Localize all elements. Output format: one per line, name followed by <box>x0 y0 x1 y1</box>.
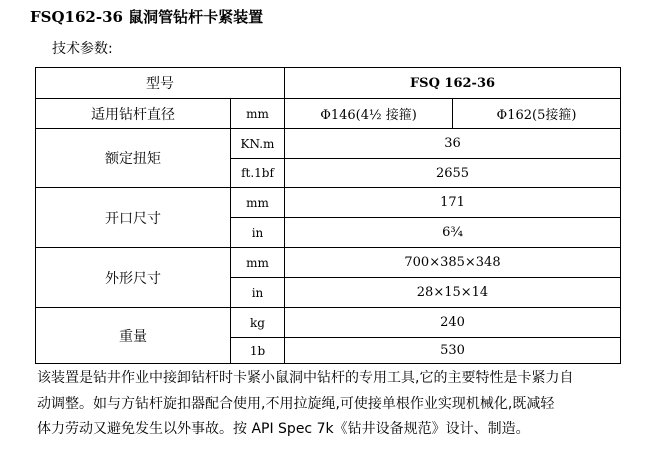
unit-cell: mm <box>231 248 285 278</box>
model-header-label: 型号 <box>36 68 285 99</box>
unit-cell: mm <box>231 99 285 129</box>
value-cell: 700×385×348 <box>285 248 621 278</box>
unit-cell: ft.1bf <box>231 159 285 188</box>
unit-cell: 1b <box>231 338 285 364</box>
section-subtitle: 技术参数: <box>52 41 113 57</box>
unit-cell: KN.m <box>231 129 285 159</box>
value-cell: 240 <box>285 308 621 338</box>
document-title: FSQ162-36 鼠洞管钻杆卡紧装置 <box>30 8 264 26</box>
description-paragraph <box>37 366 625 443</box>
description-line: 体力劳动又避免发生以外事故。按 API Spec 7k《钻井设备规范》设计、制造。 <box>37 421 530 437</box>
value-cell: 36 <box>285 129 621 159</box>
row-name-weight: 重量 <box>36 308 231 364</box>
unit-cell: kg <box>231 308 285 338</box>
table-row <box>36 68 621 99</box>
row-name-rated-torque: 额定扭矩 <box>36 129 231 188</box>
value-cell: 28×15×14 <box>285 278 621 308</box>
description-line: 动调整。如与方钻杆旋扣器配合使用,不用拉旋绳,可使接单根作业实现机械化,既减轻 <box>37 395 555 412</box>
value-cell: 171 <box>285 188 621 218</box>
table-row <box>36 129 621 159</box>
table-row <box>36 248 621 278</box>
row-name-overall-dimensions: 外形尺寸 <box>36 248 231 308</box>
row-name-opening-size: 开口尺寸 <box>36 188 231 248</box>
unit-cell: in <box>231 278 285 308</box>
row-name-drill-pipe-diameter: 适用钻杆直径 <box>36 99 231 129</box>
value-cell: 530 <box>285 338 621 364</box>
table-row <box>36 308 621 338</box>
table-row <box>36 188 621 218</box>
value-cell: 6¾ <box>285 218 621 248</box>
description-line: 该装置是钻井作业中接卸钻杆时卡紧小鼠洞中钻杆的专用工具,它的主要特性是卡紧力自 <box>37 370 574 386</box>
value-cell: Φ146(4½ 接箍) <box>285 99 453 129</box>
model-value: FSQ 162-36 <box>285 68 621 99</box>
spec-table <box>35 67 621 364</box>
unit-cell: mm <box>231 188 285 218</box>
unit-cell: in <box>231 218 285 248</box>
value-cell: Φ162(5接箍) <box>453 99 621 129</box>
table-row <box>36 99 621 129</box>
value-cell: 2655 <box>285 159 621 188</box>
